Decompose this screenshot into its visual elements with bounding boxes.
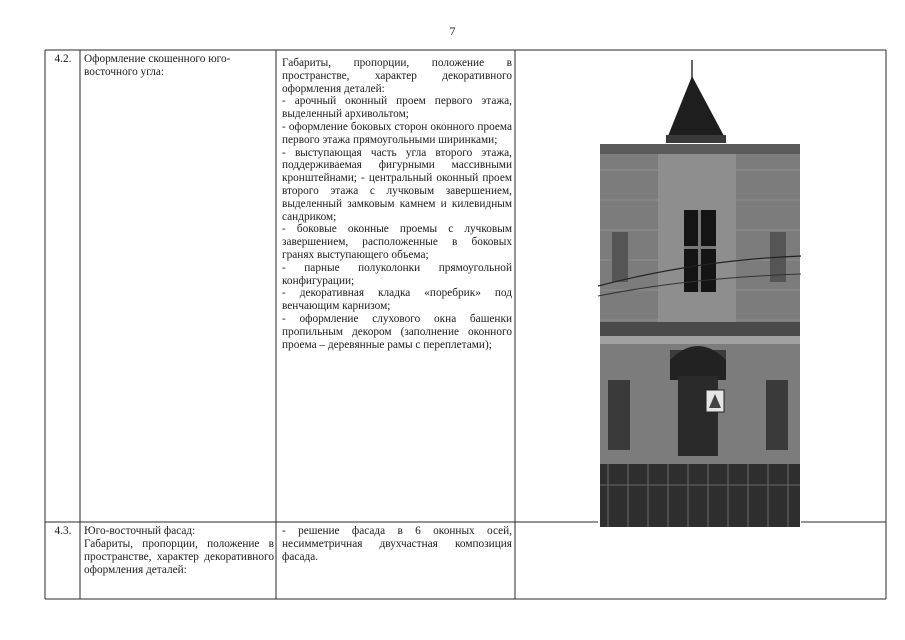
row-description: - решение фасада в 6 оконных осей, несимметричная двухчастная композиция фасада. <box>282 525 512 563</box>
page-number: 7 <box>449 24 456 38</box>
row-subject: Юго-восточный фасад: <box>84 525 196 537</box>
row-description <box>282 57 512 351</box>
row-subject: Оформление скошенного юго-восточного угла: <box>84 53 231 78</box>
description-item: - парные полуколонки прямоугольной конфигурации; <box>282 261 512 287</box>
description-item: - боковые оконные проемы с лучковым завершением, расположенные в боковых гранях выступающего объема; <box>282 223 512 261</box>
building-corner-photo <box>598 60 801 527</box>
description-item: - оформление слухового окна башенки пропильным декором (заполнение оконного проема – деревянные рамы с переплетами); <box>282 312 512 351</box>
description-item: - оформление боковых сторон оконного проема первого этажа прямоугольными ширинками; <box>282 120 512 146</box>
description-item: - арочный оконный проем первого этажа, выделенный архивольтом; <box>282 95 512 121</box>
row-number: 4.2. <box>54 53 72 65</box>
description-intro: Габариты, пропорции, положение в пространстве, характер декоративного оформления деталей: <box>282 57 512 95</box>
description-item: - декоративная кладка «поребрик» под венчающим карнизом; <box>282 287 512 313</box>
description-item: - выступающая часть угла второго этажа, поддерживаемая фигурными массивными кронштейнами; - центральный оконный проем второго этажа с лучковым завершением, выделенный замковым камнем и килевидным сандриком; <box>282 146 512 223</box>
row-subject-detail: Габариты, пропорции, положение в пространстве, характер декоративного оформления деталей: <box>84 538 274 576</box>
row-number: 4.3. <box>54 525 72 537</box>
